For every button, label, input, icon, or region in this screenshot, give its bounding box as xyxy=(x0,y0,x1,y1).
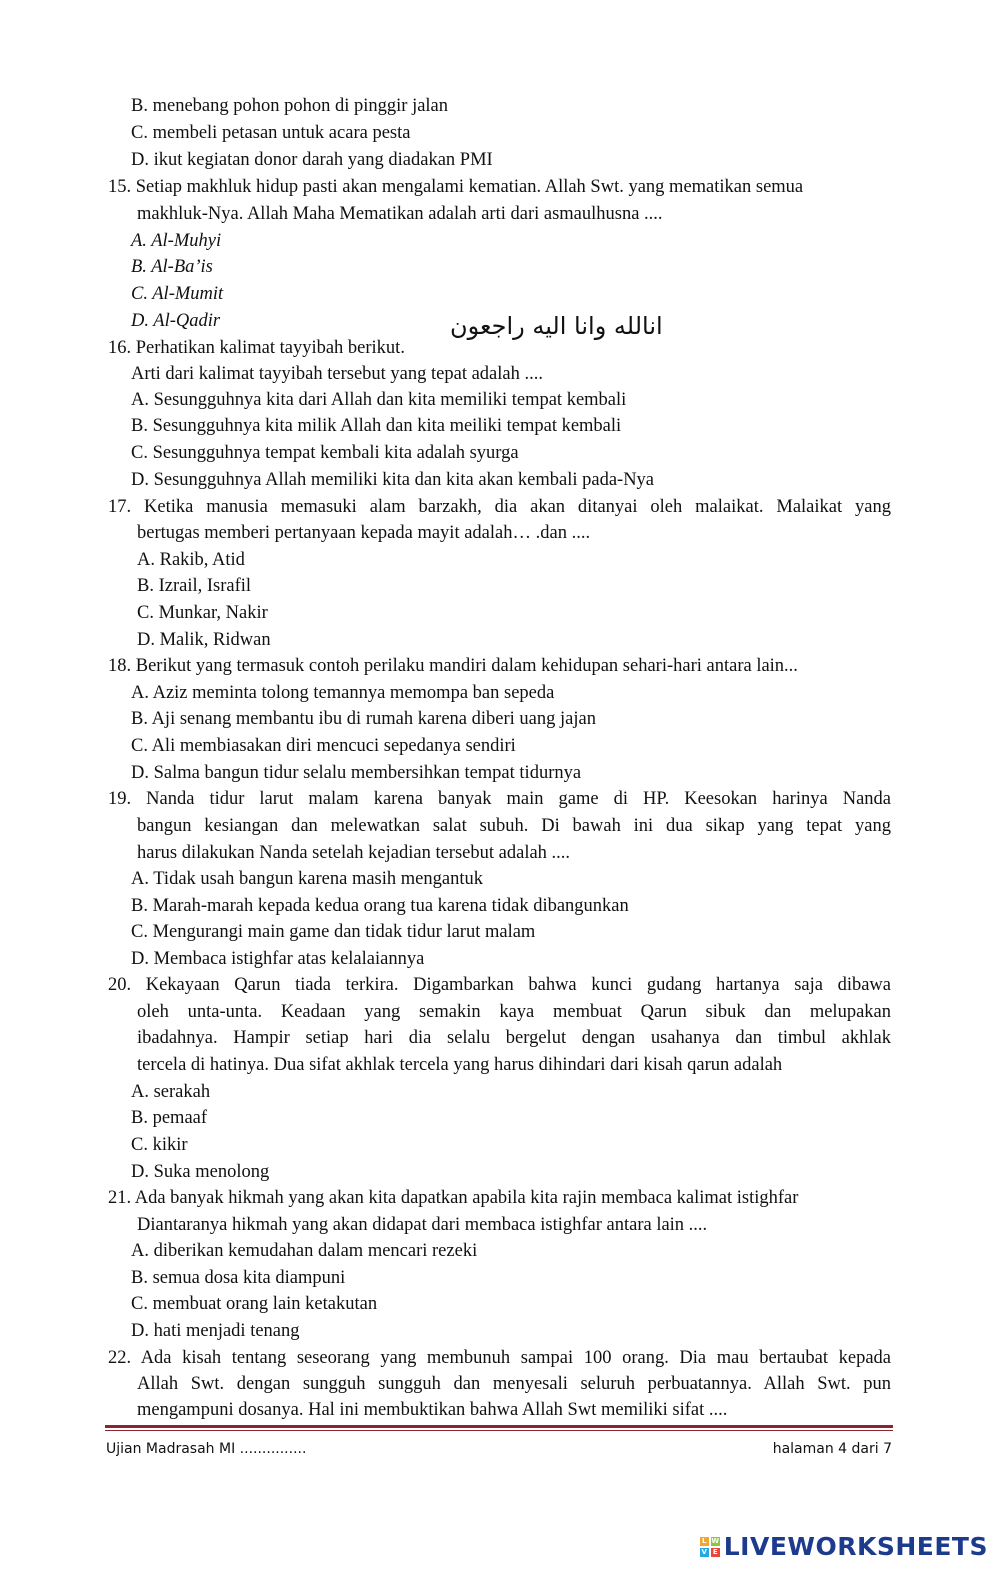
option-17b: B. Izrail, Israfil xyxy=(137,576,252,596)
option-21b: B. semua dosa kita diampuni xyxy=(131,1268,346,1288)
question-19-line-2: bangun kesiangan dan melewatkan salat subuh. Di bawah ini dua sikap yang tepat yang xyxy=(137,816,891,836)
question-21-line-1: 21. Ada banyak hikmah yang akan kita dapatkan apabila kita rajin membaca kalimat istighfar xyxy=(108,1188,799,1208)
option-19b: B. Marah-marah kepada kedua orang tua karena tidak dibangunkan xyxy=(131,896,629,916)
logo-tile-l: L xyxy=(700,1537,709,1546)
option-14c: C. membeli petasan untuk acara pesta xyxy=(131,123,411,143)
option-20d: D. Suka menolong xyxy=(131,1162,270,1182)
footer-exam-title: Ujian Madrasah MI ............... xyxy=(106,1441,307,1457)
question-22-line-1: 22. Ada kisah tentang seseorang yang membunuh sampai 100 orang. Dia mau bertaubat kepada xyxy=(108,1348,891,1368)
question-17-line-1: 17. Ketika manusia memasuki alam barzakh, dia akan ditanyai oleh malaikat. Malaikat yang xyxy=(108,497,891,517)
option-18c: C. Ali membiasakan diri mencuci sepedanya sendiri xyxy=(131,736,516,756)
question-19-line-1: 19. Nanda tidur larut malam karena banyak main game di HP. Keesokan harinya Nanda xyxy=(108,789,891,809)
question-22-line-3: mengampuni dosanya. Hal ini membuktikan bahwa Allah Swt memiliki sifat .... xyxy=(137,1400,728,1420)
logo-tile-e: E xyxy=(711,1548,720,1557)
option-19a: A. Tidak usah bangun karena masih mengantuk xyxy=(131,869,483,889)
logo-tile-v: V xyxy=(701,1547,707,1556)
option-15b: B. Al-Ba’is xyxy=(131,257,213,277)
footer-rule-thin xyxy=(105,1430,893,1431)
option-15d: D. Al-Qadir xyxy=(131,311,221,331)
option-14b: B. menebang pohon pohon di pinggir jalan xyxy=(131,96,449,116)
option-19d: D. Membaca istighfar atas kelalaiannya xyxy=(131,949,425,969)
liveworksheets-logo-text: LIVEWORKSHEETS xyxy=(723,1532,988,1561)
option-17d: D. Malik, Ridwan xyxy=(137,630,271,650)
question-16-line-1: 16. Perhatikan kalimat tayyibah berikut. xyxy=(108,338,405,358)
question-20-line-1: 20. Kekayaan Qarun tiada terkira. Digambarkan bahwa kunci gudang hartanya saja dibawa xyxy=(108,975,891,995)
option-16c: C. Sesungguhnya tempat kembali kita adalah syurga xyxy=(131,443,519,463)
option-17c: C. Munkar, Nakir xyxy=(137,603,268,623)
option-15a: A. Al-Muhyi xyxy=(131,231,222,251)
question-22-line-2: Allah Swt. dengan sungguh sungguh dan menyesali seluruh perbuatannya. Allah Swt. pun xyxy=(137,1374,891,1394)
question-17-line-2: bertugas memberi pertanyaan kepada mayit adalah… .dan .... xyxy=(137,523,591,543)
option-18a: A. Aziz meminta tolong temannya memompa ban sepeda xyxy=(131,683,555,703)
question-20-line-3: ibadahnya. Hampir setiap hari dia selalu bergelut dengan usahanya dan timbul akhlak xyxy=(137,1028,891,1048)
option-16b: B. Sesungguhnya kita milik Allah dan kita meiliki tempat kembali xyxy=(131,416,622,436)
option-16a: A. Sesungguhnya kita dari Allah dan kita memiliki tempat kembali xyxy=(131,390,627,410)
question-21-line-2: Diantaranya hikmah yang akan didapat dari membaca istighfar antara lain .... xyxy=(137,1215,708,1235)
option-14d: D. ikut kegiatan donor darah yang diadakan PMI xyxy=(131,150,493,170)
question-19-line-3: harus dilakukan Nanda setelah kejadian tersebut adalah .... xyxy=(137,843,571,863)
question-15-line-2: makhluk-Nya. Allah Maha Mematikan adalah arti dari asmaulhusna .... xyxy=(137,204,663,224)
logo-tile-w: W xyxy=(711,1536,720,1545)
question-18-line-1: 18. Berikut yang termasuk contoh perilaku mandiri dalam kehidupan sehari-hari antara lain... xyxy=(108,656,798,676)
question-20-line-4: tercela di hatinya. Dua sifat akhlak tercela yang harus dihindari dari kisah qarun adalah xyxy=(137,1055,783,1075)
option-17a: A. Rakib, Atid xyxy=(137,550,245,570)
option-18b: B. Aji senang membantu ibu di rumah karena diberi uang jajan xyxy=(131,709,596,729)
option-21d: D. hati menjadi tenang xyxy=(131,1321,300,1341)
footer-page-number: halaman 4 dari 7 xyxy=(772,1441,892,1457)
option-21a: A. diberikan kemudahan dalam mencari rezeki xyxy=(131,1241,478,1261)
liveworksheets-logo-icon xyxy=(700,1537,720,1557)
liveworksheets-logo[interactable] xyxy=(700,1532,988,1561)
option-21c: C. membuat orang lain ketakutan xyxy=(131,1294,378,1314)
option-20c: C. kikir xyxy=(131,1135,188,1155)
question-15-line-1: 15. Setiap makhluk hidup pasti akan mengalami kematian. Allah Swt. yang mematikan semua xyxy=(108,177,804,197)
option-15c: C. Al-Mumit xyxy=(131,284,224,304)
option-18d: D. Salma bangun tidur selalu membersihkan tempat tidurnya xyxy=(131,763,582,783)
footer-rule-thick xyxy=(105,1425,893,1428)
question-20-line-2: oleh unta-unta. Keadaan yang semakin kaya membuat Qarun sibuk dan melupakan xyxy=(137,1002,891,1022)
option-20b: B. pemaaf xyxy=(131,1108,208,1128)
question-16-line-2: Arti dari kalimat tayyibah tersebut yang tepat adalah .... xyxy=(131,364,543,384)
option-16d: D. Sesungguhnya Allah memiliki kita dan kita akan kembali pada-Nya xyxy=(131,470,655,490)
arabic-tayyibah-text: انالله وانا اليه راجعون xyxy=(450,312,663,340)
option-20a: A. serakah xyxy=(131,1082,211,1102)
option-19c: C. Mengurangi main game dan tidak tidur larut malam xyxy=(131,922,536,942)
